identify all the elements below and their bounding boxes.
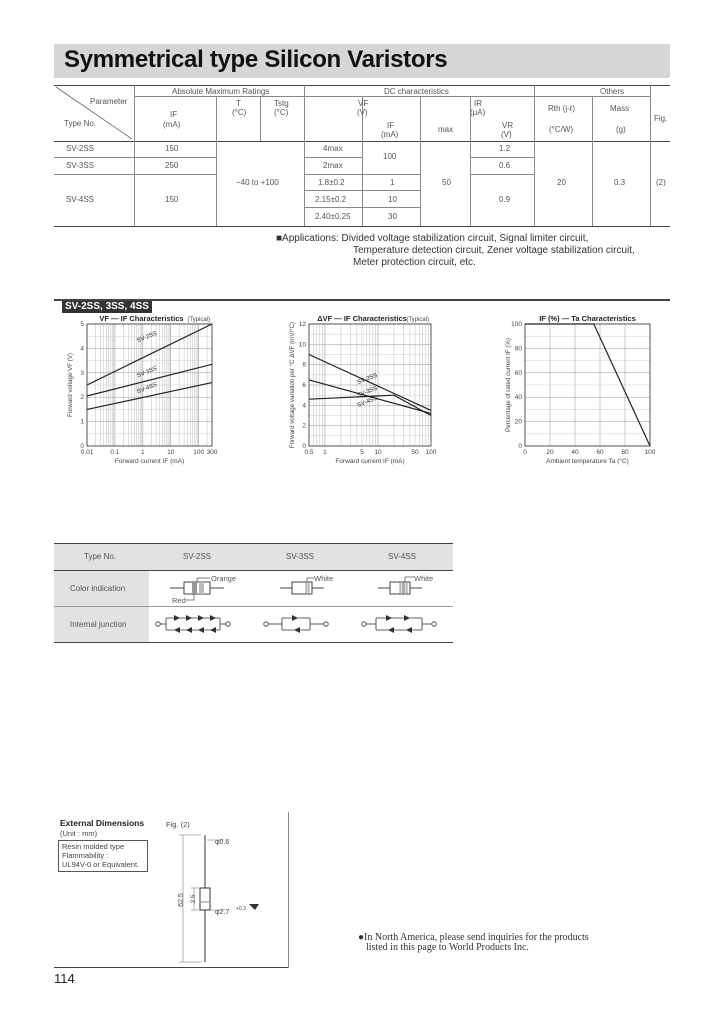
ct-col: SV-3SS	[286, 552, 315, 561]
x-axis-label: Ambient temperature Ta (°C)	[546, 458, 629, 465]
x-tick-label: 20	[546, 449, 554, 456]
table-rule	[592, 96, 593, 226]
dim-lead-dia: φ0.6	[215, 839, 230, 846]
y-tick-label: 80	[514, 345, 522, 353]
row-if: 250	[165, 161, 179, 170]
table-rule	[54, 642, 453, 643]
chart-dvf-if	[280, 310, 440, 470]
rth-value: 20	[557, 178, 566, 187]
header-type-no: Type No.	[64, 119, 97, 128]
sv2ss-band2: Red	[172, 596, 186, 605]
row-type: SV-3SS	[66, 161, 95, 170]
header-if-unit: (mA)	[163, 120, 181, 129]
y-tick-label: 40	[514, 394, 522, 402]
header-max: max	[438, 125, 454, 134]
divider	[288, 812, 289, 968]
x-tick-label: 0	[523, 449, 527, 456]
table-rule	[54, 226, 670, 227]
y-tick-label: 2	[80, 394, 84, 402]
table-rule	[470, 157, 534, 158]
page-number: 114	[54, 971, 75, 986]
row-if2-extra: 30	[388, 212, 397, 221]
row-if2: 1	[390, 178, 395, 187]
header-t: T	[236, 99, 241, 108]
page-title: Symmetrical type Silicon Varistors	[64, 46, 448, 73]
y-axis-label: Forward voltage VF (V)	[67, 353, 74, 417]
table-rule	[54, 174, 216, 175]
series-label: SV-2SS	[136, 330, 158, 345]
ct-type-no: Type No.	[84, 552, 117, 561]
y-tick-label: 20	[514, 418, 522, 426]
ir-value: 50	[442, 178, 451, 187]
table-rule	[54, 85, 670, 86]
y-tick-label: 3	[80, 369, 84, 377]
chart-title-note: (Typical)	[406, 317, 429, 323]
header-t-unit: (°C)	[232, 108, 247, 117]
y-tick-label: 8	[302, 361, 306, 369]
row-if2-extra: 10	[388, 195, 397, 204]
x-tick-label: 60	[596, 449, 604, 456]
header-diagonal	[54, 85, 134, 141]
dimensions-box-line: UL94V-0 or Equivalent.	[62, 860, 140, 869]
row-vr: 1.2	[499, 144, 511, 153]
row-type: SV-4SS	[66, 195, 95, 204]
table-rule	[54, 570, 453, 571]
applications-label: Applications:	[282, 233, 339, 244]
charts-section-label: SV-2SS, 3SS, 4SS	[62, 301, 152, 313]
sv2ss-junction-diagram	[154, 612, 234, 636]
y-tick-label: 4	[80, 345, 84, 353]
dimensions-fig: Fig. (2)	[166, 820, 190, 829]
row-vf: 4max	[323, 144, 343, 153]
footer-rule	[54, 967, 288, 968]
table-rule	[216, 96, 217, 226]
row-if: 150	[165, 144, 179, 153]
if2-shared: 100	[383, 152, 397, 161]
applications-line: Meter protection circuit, etc.	[353, 257, 476, 268]
header-dc: DC characteristics	[384, 87, 449, 96]
ct-col: SV-2SS	[183, 552, 212, 561]
header-tstg: Tstg	[274, 99, 289, 108]
y-tick-label: 6	[302, 382, 306, 389]
footnote-line: listed in this page to World Products Inc.	[366, 942, 529, 953]
temp-range: −40 to +100	[236, 178, 279, 187]
series-label: SV-4SS	[136, 381, 158, 396]
x-tick-label: 40	[571, 449, 579, 456]
y-tick-label: 10	[298, 341, 306, 349]
header-mass-unit: (g)	[616, 125, 626, 134]
y-tick-label: 1	[80, 418, 84, 426]
x-tick-label: 300	[206, 449, 218, 456]
table-rule	[54, 157, 144, 158]
header-parameter: Parameter	[90, 97, 128, 106]
row-vr: 0.9	[499, 195, 511, 204]
ct-col: SV-4SS	[388, 552, 417, 561]
dimensions-box-line: Resin molded type	[62, 842, 125, 851]
row-vf-extra: 2.40±0.25	[315, 212, 351, 221]
sv3ss-band1: White	[314, 574, 334, 583]
x-tick-label: 0.5	[304, 449, 314, 456]
table-rule	[54, 606, 453, 607]
dim-total-length: 62.5	[178, 893, 185, 907]
row-vr: 0.6	[499, 161, 511, 170]
y-tick-label: 5	[80, 321, 84, 328]
header-fig: Fig.	[654, 114, 668, 123]
dim-body-length: 3.5	[190, 894, 197, 904]
y-tick-label: 0	[80, 443, 84, 450]
x-tick-label: 100	[644, 449, 656, 456]
x-tick-label: 100	[193, 449, 205, 456]
table-rule	[134, 85, 135, 226]
chart-title: ΔVF — IF Characteristics	[317, 314, 407, 323]
dimensions-unit: (Unit : mm)	[60, 829, 98, 838]
row-vf-extra: 2.15±0.2	[315, 195, 347, 204]
header-if: IF	[170, 110, 178, 119]
header-if2-unit: (mA)	[381, 130, 399, 139]
x-tick-label: 10	[374, 449, 382, 456]
x-tick-label: 0.01	[80, 449, 94, 456]
x-axis-label: Forward current IF (mA)	[335, 458, 405, 465]
sv2ss-band1: Orange	[211, 574, 237, 583]
row-vf: 2max	[323, 161, 343, 170]
header-others: Others	[600, 87, 625, 96]
table-rule	[304, 157, 362, 158]
footnote-line: ●In North America, please send inquiries for the products	[358, 932, 589, 943]
sv4ss-band1: White	[414, 574, 434, 583]
row-type: SV-2SS	[66, 144, 95, 153]
y-tick-label: 0	[302, 443, 306, 450]
dimension-drawing	[165, 830, 275, 970]
table-rule	[420, 96, 421, 226]
chart-title-note: (Typical)	[187, 317, 210, 323]
table-rule	[470, 174, 534, 175]
ct-row-color: Color indication	[70, 584, 126, 593]
y-tick-label: 4	[302, 402, 306, 410]
row-if: 150	[165, 195, 179, 204]
table-rule	[304, 85, 305, 226]
chart-title: IF (%) — Ta Characteristics	[539, 314, 636, 323]
applications-bullet: ■	[276, 233, 283, 244]
applications-line: Temperature detection circuit, Zener voltage stabilization circuit,	[353, 245, 635, 256]
applications-line: Divided voltage stabilization circuit, Signal limiter circuit,	[341, 233, 589, 244]
y-axis-label: Forward voltage variation per °C ΔVF (mV/°C)	[289, 321, 296, 449]
header-mass: Mass	[610, 104, 630, 113]
x-tick-label: 1	[141, 449, 145, 456]
chart-if-ta	[495, 310, 670, 470]
y-tick-label: 0	[518, 443, 522, 450]
header-abs-max: Absolute Maximum Ratings	[172, 87, 270, 96]
applications	[276, 233, 588, 245]
header-if2: IF	[387, 121, 395, 130]
ct-row-junction: Internal junction	[70, 620, 127, 629]
y-tick-label: 100	[511, 321, 522, 328]
table-rule	[134, 157, 216, 158]
chart-title: VF — IF Characteristics	[99, 314, 184, 323]
header-ir-unit: (μA)	[470, 108, 486, 117]
y-axis-label: Percentage of rated current IF (%)	[505, 338, 512, 432]
header-vr: VR	[502, 121, 514, 130]
x-tick-label: 80	[621, 449, 629, 456]
x-tick-label: 1	[323, 449, 327, 456]
series-label: SV-4SS	[356, 395, 379, 409]
y-tick-label: 12	[298, 321, 306, 328]
x-axis-label: Forward current IF (mA)	[114, 458, 185, 465]
table-rule	[650, 85, 651, 226]
table-rule	[260, 96, 261, 141]
table-rule	[54, 543, 453, 544]
dim-body-dia: φ2.7	[215, 909, 230, 916]
dimensions-box-line: Flammability :	[62, 851, 109, 860]
header-ir: IR	[474, 99, 482, 108]
dim-body-dia-tol: +0.3	[236, 906, 246, 912]
table-rule	[534, 85, 535, 226]
header-tstg-unit: (°C)	[274, 108, 289, 117]
fig-value: (2)	[656, 178, 666, 187]
sv3ss-junction-diagram	[262, 612, 332, 636]
series-label: SV-2SS	[356, 372, 379, 387]
x-tick-label: 50	[411, 449, 419, 456]
series-label: SV-3SS	[136, 365, 158, 380]
x-tick-label: 5	[360, 449, 364, 456]
dimensions-title: External Dimensions	[60, 818, 145, 828]
chart-vf-if	[54, 310, 224, 470]
sv4ss-junction-diagram	[360, 612, 440, 636]
x-tick-label: 0.1	[110, 449, 120, 456]
series-label: SV-3SS	[356, 385, 379, 400]
x-tick-label: 10	[167, 449, 175, 456]
row-vf: 1.8±0.2	[318, 178, 345, 187]
header-rth-unit: (°C/W)	[549, 125, 574, 134]
header-rth: Rth (j-ℓ)	[548, 104, 576, 113]
header-vf: VF	[358, 99, 369, 108]
x-tick-label: 100	[425, 449, 437, 456]
y-tick-label: 60	[514, 369, 522, 377]
mass-value: 0.3	[614, 178, 626, 187]
y-tick-label: 2	[302, 422, 306, 430]
header-vr-unit: (V)	[501, 130, 512, 139]
header-vf-unit: (V)	[357, 108, 368, 117]
